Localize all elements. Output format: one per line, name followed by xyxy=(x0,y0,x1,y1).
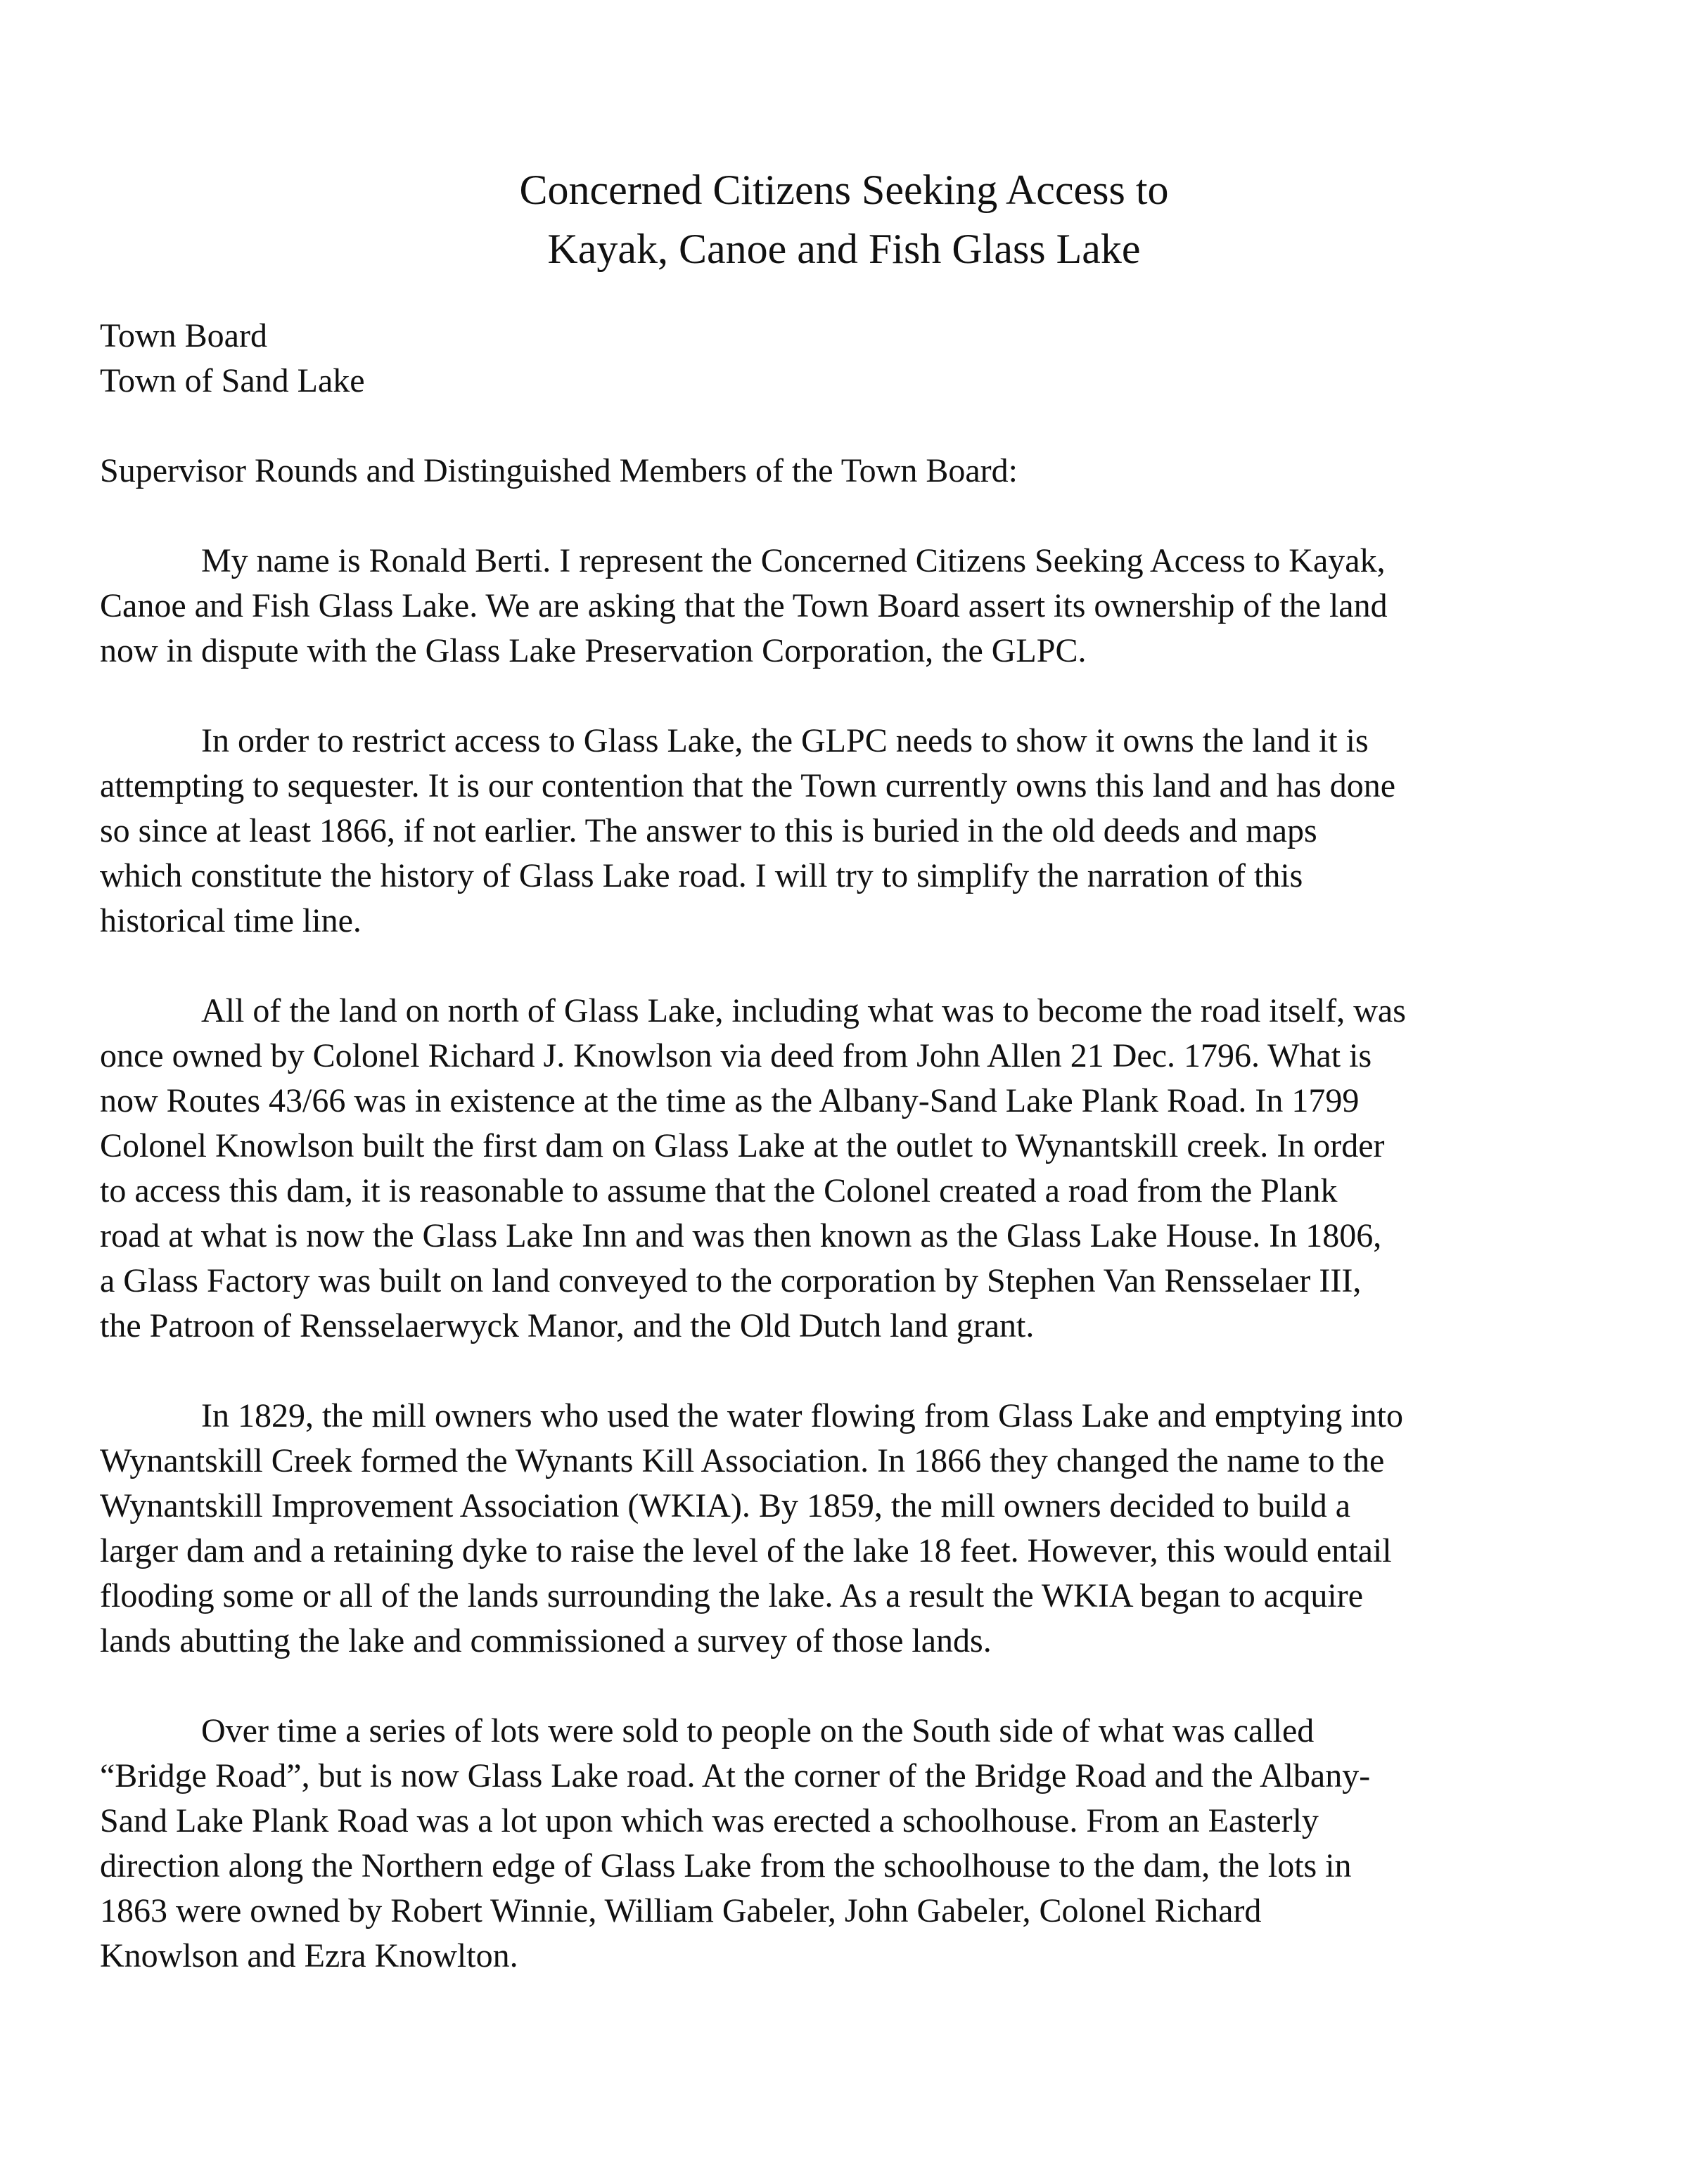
paragraph-1 xyxy=(100,539,1605,674)
paragraph-line: historical time line. xyxy=(100,902,362,939)
paragraph-line: My name is Ronald Berti. I represent the Concerned Citizens Seeking Access to Kayak, xyxy=(201,542,1386,579)
addressee-block xyxy=(100,314,1605,404)
paragraph-line: a Glass Factory was built on land conveyed to the corporation by Stephen Van Rensselaer III, xyxy=(100,1262,1362,1299)
paragraph-line: All of the land on north of Glass Lake, including what was to become the road itself, was xyxy=(201,992,1406,1029)
paragraph-line: Sand Lake Plank Road was a lot upon which was erected a schoolhouse. From an Easterly xyxy=(100,1802,1319,1839)
paragraph-line: once owned by Colonel Richard J. Knowlson via deed from John Allen 21 Dec. 1796. What is xyxy=(100,1037,1372,1074)
paragraph-line: to access this dam, it is reasonable to assume that the Colonel created a road from the Plank xyxy=(100,1172,1338,1209)
addressee-line-2: Town of Sand Lake xyxy=(100,362,365,399)
paragraph-line: now Routes 43/66 was in existence at the time as the Albany-Sand Lake Plank Road. In 1799 xyxy=(100,1082,1360,1119)
paragraph-line: the Patroon of Rensselaerwyck Manor, and the Old Dutch land grant. xyxy=(100,1307,1035,1344)
addressee-line-1: Town Board xyxy=(100,317,267,354)
paragraph-line: direction along the Northern edge of Glass Lake from the schoolhouse to the dam, the lots in xyxy=(100,1847,1352,1884)
paragraph-line: Knowlson and Ezra Knowlton. xyxy=(100,1937,518,1974)
salutation: Supervisor Rounds and Distinguished Members of the Town Board: xyxy=(100,452,1018,489)
paragraph-4 xyxy=(100,1394,1605,1664)
paragraph-line: In order to restrict access to Glass Lake, the GLPC needs to show it owns the land it is xyxy=(201,722,1369,759)
paragraph-line: Colonel Knowlson built the first dam on Glass Lake at the outlet to Wynantskill creek. In order xyxy=(100,1127,1385,1164)
paragraph-line: larger dam and a retaining dyke to raise the level of the lake 18 feet. However, this would entail xyxy=(100,1532,1392,1569)
paragraph-line: 1863 were owned by Robert Winnie, William Gabeler, John Gabeler, Colonel Richard xyxy=(100,1892,1262,1929)
paragraph-5 xyxy=(100,1709,1605,1979)
paragraph-line: now in dispute with the Glass Lake Preservation Corporation, the GLPC. xyxy=(100,632,1087,669)
paragraph-line: In 1829, the mill owners who used the water flowing from Glass Lake and emptying into xyxy=(201,1397,1403,1434)
paragraph-line: which constitute the history of Glass Lake road. I will try to simplify the narration of this xyxy=(100,857,1303,894)
paragraph-line: Canoe and Fish Glass Lake. We are asking that the Town Board assert its ownership of the land xyxy=(100,587,1388,624)
paragraph-2 xyxy=(100,719,1605,944)
document-title xyxy=(0,160,1688,278)
paragraph-line: flooding some or all of the lands surrounding the lake. As a result the WKIA began to acquire xyxy=(100,1577,1364,1614)
paragraph-line: so since at least 1866, if not earlier. The answer to this is buried in the old deeds and maps xyxy=(100,812,1317,849)
paragraph-3 xyxy=(100,989,1605,1349)
paragraph-line: Wynantskill Creek formed the Wynants Kill Association. In 1866 they changed the name to the xyxy=(100,1442,1385,1479)
title-line-1: Concerned Citizens Seeking Access to xyxy=(519,167,1169,213)
letter-body xyxy=(100,314,1605,1979)
paragraph-line: Over time a series of lots were sold to people on the South side of what was called xyxy=(201,1712,1315,1749)
paragraph-line: lands abutting the lake and commissioned a survey of those lands. xyxy=(100,1622,992,1659)
paragraph-line: Wynantskill Improvement Association (WKIA). By 1859, the mill owners decided to build a xyxy=(100,1487,1351,1524)
title-line-2: Kayak, Canoe and Fish Glass Lake xyxy=(547,226,1141,272)
paragraph-line: attempting to sequester. It is our contention that the Town currently owns this land and has done xyxy=(100,767,1396,804)
paragraph-line: “Bridge Road”, but is now Glass Lake road. At the corner of the Bridge Road and the Albany- xyxy=(100,1757,1371,1794)
paragraph-line: road at what is now the Glass Lake Inn and was then known as the Glass Lake House. In 1806, xyxy=(100,1217,1382,1254)
